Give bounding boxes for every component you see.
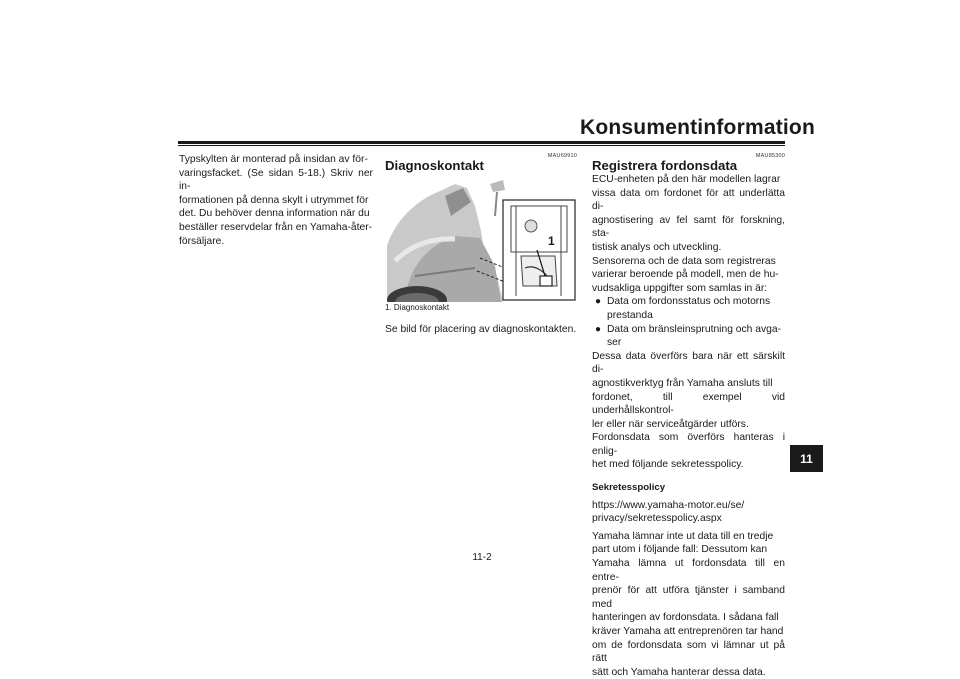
intro-line: beställer reservdelar från en Yamaha-åter-: [179, 221, 373, 233]
text-line: ler eller när serviceåtgärder utförs.: [592, 418, 749, 430]
diagnostic-connector-figure: [385, 176, 577, 302]
text-line: tistisk analys och utveckling.: [592, 241, 722, 253]
right-column: [592, 173, 785, 679]
policy-url: https://www.yamaha-motor.eu/se/: [592, 499, 745, 511]
text-line: agnostisering av fel samt för forskning, sta-: [592, 214, 785, 240]
text-line: Dessa data överförs bara när ett särskilt di-: [592, 350, 785, 376]
text-line: kräver Yamaha att entreprenören tar hand: [592, 626, 784, 637]
left-column: [179, 153, 373, 248]
text-line: ECU-enheten på den här modellen lagrar: [592, 174, 781, 185]
figure-caption: 1. Diagnoskontakt: [385, 303, 450, 312]
bullet-item: [592, 323, 785, 350]
intro-line: försäljare.: [179, 235, 225, 247]
text-line: hanteringen av fordonsdata. I sådana fall: [592, 612, 779, 624]
header-rule: [178, 141, 785, 144]
text-line: vissa data om fordonet för att underlätta di-: [592, 187, 785, 213]
intro-line: formationen på denna skylt i utrymmet för: [179, 194, 369, 206]
text-line: Yamaha lämna ut fordonsdata till en entre-: [592, 558, 785, 583]
text-line: varierar beroende på modell, men de hu-: [592, 269, 779, 281]
text-line: part utom i följande fall: Dessutom kan: [592, 544, 768, 556]
intro-line: Typskylten är monterad på insidan av för-: [179, 154, 368, 165]
text-line: het med följande sekretesspolicy.: [592, 459, 744, 471]
bullet-text: Data om fordonsstatus och motorns: [607, 296, 771, 308]
text-line: Fordonsdata som överförs hanteras i enlig-: [592, 432, 785, 457]
intro-line: det. Du behöver denna information när du: [179, 208, 370, 220]
bullet-icon: ●: [595, 296, 602, 308]
page-title: Konsumentinformation: [580, 116, 815, 139]
chapter-tab[interactable]: 11: [790, 445, 823, 472]
page-number: 11-2: [472, 552, 492, 563]
text-line: om de fordonsdata som vi lämnar ut på rätt: [592, 639, 785, 665]
diagnoskontakt-body: Se bild för placering av diagnoskontakten.: [385, 324, 577, 335]
text-line: sätt och Yamaha hanterar dessa data.: [592, 666, 766, 678]
figure-callout-number: 1: [548, 234, 555, 248]
text-line: fordonet, till exempel vid underhållskontrol-: [592, 391, 785, 417]
policy-url: privacy/sekretesspolicy.aspx: [592, 513, 722, 525]
text-line: Sensorerna och de data som registreras: [592, 255, 776, 267]
intro-line: varingsfacket. (Se sidan 5-18.) Skriv ner in-: [179, 167, 373, 193]
bullet-text: prestanda: [607, 309, 653, 321]
bullet-text: ser: [607, 337, 622, 349]
bullet-icon: ●: [595, 323, 602, 335]
text-line: Yamaha lämnar inte ut data till en tredje: [592, 530, 774, 542]
text-line: prenör för att utföra tjänster i samband med: [592, 585, 785, 610]
section-code: MAU85300: [755, 153, 785, 159]
section-heading-registrera: Registrera fordonsdata: [592, 158, 738, 173]
section-code: MAU69910: [547, 153, 577, 159]
header-rule-thin: [178, 145, 785, 146]
text-line: agnostikverktyg från Yamaha ansluts till: [592, 377, 773, 389]
bullet-text: Data om bränsleinsprutning och avga-: [607, 323, 782, 335]
section-heading-diagnoskontakt: Diagnoskontakt: [385, 158, 484, 173]
policy-heading: Sekretesspolicy: [592, 482, 666, 494]
text-line: vudsakliga uppgifter som samlas in är:: [592, 282, 768, 294]
bullet-item: [592, 295, 785, 322]
